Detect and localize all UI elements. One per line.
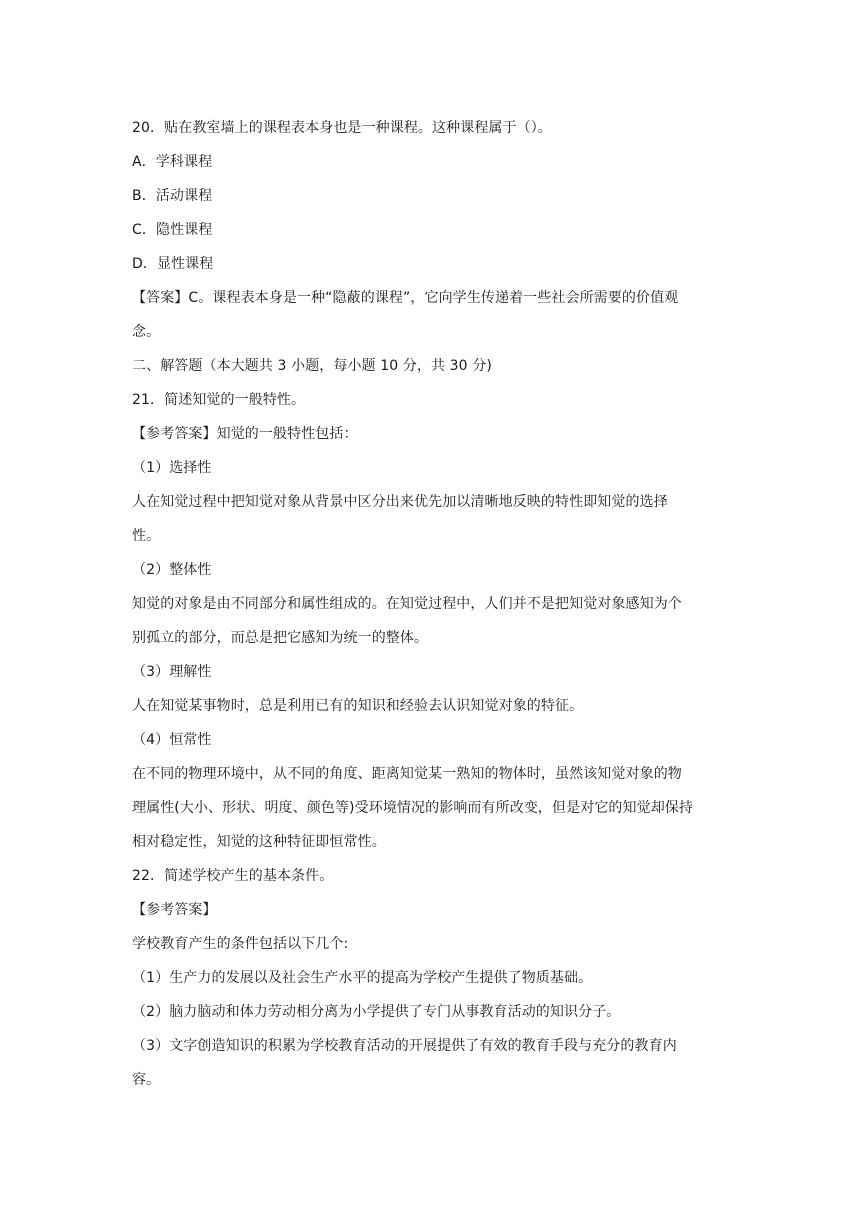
item-text-selectivity-1: 人在知觉过程中把知觉对象从背景中区分出来优先加以清晰地反映的特性即知觉的选择 <box>132 494 668 510</box>
question-21-text: 21．简述知觉的一般特性。 <box>132 392 306 408</box>
answer-22-item-3-line-2: 容。 <box>132 1072 161 1088</box>
answer-22-item-2: （2）脑力脑动和体力劳动相分离为小学提供了专门从事教育活动的知识分子。 <box>132 1004 621 1020</box>
answer-20-line-2: 念。 <box>132 324 161 340</box>
item-heading-comprehension: （3）理解性 <box>132 664 212 680</box>
item-heading-selectivity: （1）选择性 <box>132 460 212 476</box>
question-22-text: 22．简述学校产生的基本条件。 <box>132 868 334 884</box>
option-c: C．隐性课程 <box>132 222 213 238</box>
answer-22-item-1: （1）生产力的发展以及社会生产水平的提高为学校产生提供了物质基础。 <box>132 970 593 986</box>
document-body <box>132 111 737 1097</box>
question-20-text: 20．贴在教室墙上的课程表本身也是一种课程。这种课程属于（）。 <box>132 120 552 136</box>
answer-20-line-1: 【答案】C。课程表本身是一种“隐蔽的课程”，它向学生传递着一些社会所需要的价值观 <box>132 290 679 306</box>
item-heading-constancy: （4）恒常性 <box>132 732 212 748</box>
section-heading: 二、解答题（本大题共 3 小题，每小题 10 分，共 30 分) <box>132 358 492 374</box>
answer-22-item-3-line-1: （3）文字创造知识的积累为学校教育活动的开展提供了有效的教育手段与充分的教育内 <box>132 1038 677 1054</box>
reference-answer-22: 【参考答案】 <box>132 902 217 918</box>
item-text-constancy-2: 理属性(大小、形状、明度、颜色等)受环境情况的影响而有所改变，但是对它的知觉却保持 <box>132 800 694 816</box>
option-a: A．学科课程 <box>132 154 213 170</box>
option-b: B．活动课程 <box>132 188 213 204</box>
item-text-integrity-1: 知觉的对象是由不同部分和属性组成的。在知觉过程中，人们并不是把知觉对象感知为个 <box>132 596 682 612</box>
item-text-constancy-3: 相对稳定性，知觉的这种特征即恒常性。 <box>132 834 386 850</box>
reference-answer-21: 【参考答案】知觉的一般特性包括： <box>132 426 358 442</box>
item-text-selectivity-2: 性。 <box>132 528 161 544</box>
answer-22-intro: 学校教育产生的条件包括以下几个: <box>132 936 349 952</box>
item-text-constancy-1: 在不同的物理环境中，从不同的角度、距离知觉某一熟知的物体时，虽然该知觉对象的物 <box>132 766 682 782</box>
item-text-comprehension: 人在知觉某事物时，总是利用已有的知识和经验去认识知觉对象的特征。 <box>132 698 584 714</box>
item-heading-integrity: （2）整体性 <box>132 562 212 578</box>
option-d: D．显性课程 <box>132 256 214 272</box>
item-text-integrity-2: 别孤立的部分，而总是把它感知为统一的整体。 <box>132 630 429 646</box>
